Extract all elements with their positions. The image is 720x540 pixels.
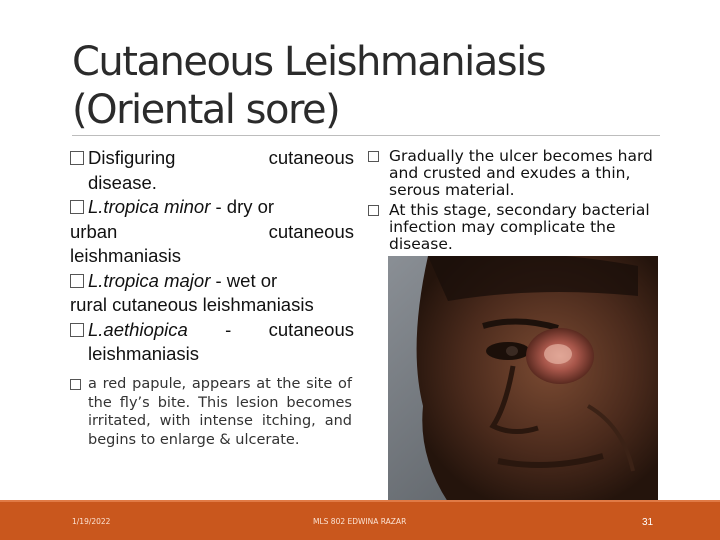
checkbox-bullet-icon [368,151,379,162]
bullet-2-line-3: leishmaniasis [70,245,182,266]
right-bullet-1 [366,148,662,199]
bullet-2-line-1: L.tropica minor - dry or [70,195,354,220]
bullet-1-line-1: Disfiguring cutaneous [70,146,354,171]
right-bullet-2 [366,202,662,253]
title-divider [72,135,660,136]
bullet-4-line-1: L.aethiopica - cutaneous [70,318,354,343]
left-bullet-list [70,146,354,367]
papule-text: a red papule, appears at the site of the fly’s bite. This lesion becomes irritated, with intense itching, and begins to enlarge & ulcerate. [88,376,352,448]
right-bullet-2-text: At this stage, secondary bacterial infection may complicate the disease. [389,201,650,253]
title-line-1: Cutaneous Leishmaniasis [72,39,546,85]
bullet-1-line-2: disease. [88,171,157,193]
title-line-2: (Oriental sore) [72,87,340,133]
right-bullet-list [366,148,662,256]
slide-title [72,38,545,134]
papule-description [70,375,352,449]
footer-date: 1/19/2022 [72,517,111,526]
footer-center-text: MLS 802 EDWINA RAZAR [313,517,407,526]
bullet-3-line-2: rural cutaneous leishmaniasis [70,294,314,315]
checkbox-bullet-icon [70,323,84,337]
checkbox-bullet-icon [70,274,84,288]
right-bullet-1-text: Gradually the ulcer becomes hard and crusted and exudes a thin, serous material. [389,147,653,199]
patient-face-icon [388,256,658,502]
checkbox-bullet-icon [368,205,379,216]
page-number: 31 [642,517,654,528]
bullet-3-line-1: L.tropica major - wet or [70,269,354,294]
bullet-2-line-2: urban cutaneous [70,220,354,242]
checkbox-bullet-icon [70,200,84,214]
checkbox-bullet-icon [70,151,84,165]
bullet-4-line-2: leishmaniasis [88,343,200,364]
patient-lesion-photo [388,256,658,502]
checkbox-bullet-icon [70,379,81,390]
